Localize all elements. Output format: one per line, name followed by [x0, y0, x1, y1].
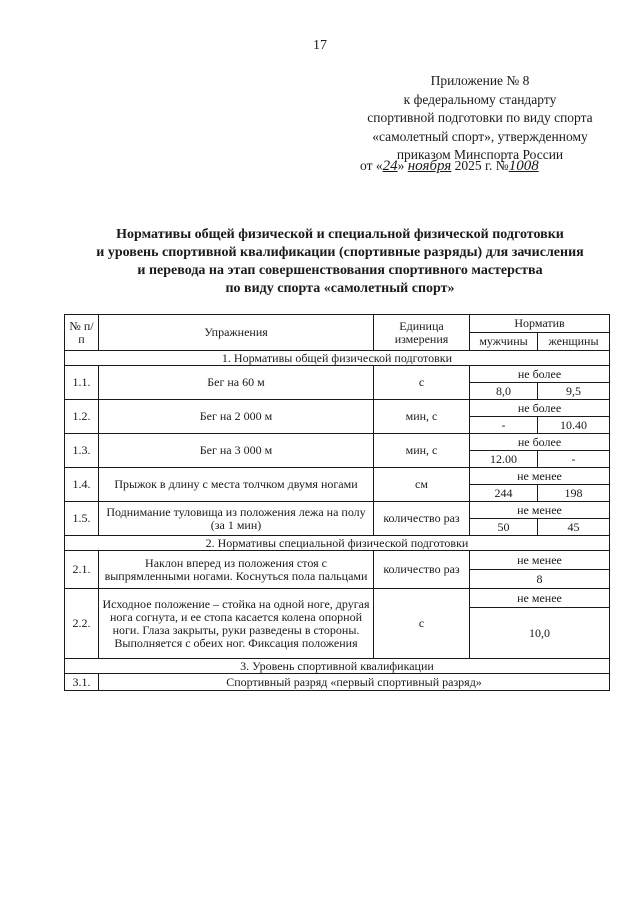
row-exercise: Поднимание туловища из положения лежа на полу (за 1 мин): [99, 502, 374, 536]
page-number: 17: [313, 38, 327, 53]
header-women: женщины: [538, 333, 610, 351]
section-title: 3. Уровень спортивной квалификации: [65, 659, 610, 674]
row-limit: не менее: [470, 468, 610, 485]
row-no: 2.1.: [65, 551, 99, 589]
section-row: [65, 351, 610, 366]
row-men: -: [470, 417, 538, 434]
row-no: 2.2.: [65, 589, 99, 659]
order-number: 1008: [508, 158, 539, 174]
table-row: [65, 502, 610, 519]
row-exercise: Наклон вперед из положения стоя с выпрямленными ногами. Коснуться пола пальцами: [99, 551, 374, 589]
section-row: [65, 659, 610, 674]
title-line: и перевода на этап совершенствования спортивного мастерства: [137, 263, 543, 278]
row-men: 8,0: [470, 383, 538, 400]
row-women: 9,5: [538, 383, 610, 400]
appendix-line: спортивной подготовки по виду спорта: [367, 110, 593, 125]
row-limit: не более: [470, 366, 610, 383]
row-value: 8: [470, 570, 610, 589]
row-unit: количество раз: [374, 502, 470, 536]
appendix-line: к федеральному стандарту: [403, 91, 557, 107]
row-exercise: Бег на 2 000 м: [99, 400, 374, 434]
appendix-block: [340, 72, 620, 165]
row-limit: не более: [470, 434, 610, 451]
row-women: 10.40: [538, 417, 610, 434]
row-women: 198: [538, 485, 610, 502]
table-row: [65, 468, 610, 485]
header-no: № п/п: [65, 315, 99, 351]
row-no: 1.1.: [65, 366, 99, 400]
table-row: [65, 434, 610, 451]
row-no: 1.2.: [65, 400, 99, 434]
header-norm: Норматив: [470, 315, 610, 333]
section-row: [65, 536, 610, 551]
row-value: 10,0: [470, 608, 610, 659]
row-no: 1.4.: [65, 468, 99, 502]
row-exercise: Бег на 60 м: [99, 366, 374, 400]
row-men: 50: [470, 519, 538, 536]
header-row: [65, 315, 610, 333]
date-year: 2025 г. №: [454, 158, 509, 173]
header-unit: Единица измерения: [374, 315, 470, 351]
row-men: 244: [470, 485, 538, 502]
table-row: [65, 589, 610, 608]
row-limit: не менее: [470, 502, 610, 519]
date-mid: »: [397, 158, 405, 173]
row-exercise: Прыжок в длину с места толчком двумя ногами: [99, 468, 374, 502]
date-month: ноября: [407, 158, 452, 174]
row-limit: не более: [470, 400, 610, 417]
table-row: [65, 674, 610, 691]
row-unit: мин, с: [374, 400, 470, 434]
date-day: 24: [382, 158, 398, 174]
row-no: 3.1.: [65, 674, 99, 691]
row-limit: не менее: [470, 551, 610, 570]
title-line: Нормативы общей физической и специальной физической подготовки: [116, 227, 564, 242]
document-title: [40, 226, 640, 298]
appendix-line: Приложение № 8: [430, 73, 530, 88]
standards-table: [64, 314, 610, 691]
appendix-line: приказом Минспорта России: [396, 147, 564, 162]
row-unit: см: [374, 468, 470, 502]
row-exercise: Бег на 3 000 м: [99, 434, 374, 468]
table-row: [65, 551, 610, 570]
date-prefix: от «: [360, 158, 383, 173]
row-no: 1.5.: [65, 502, 99, 536]
title-line: и уровень спортивной квалификации (спортивные разряды) для зачисления: [96, 245, 584, 260]
title-line: по виду спорта «самолетный спорт»: [225, 281, 455, 296]
row-women: 45: [538, 519, 610, 536]
row-unit: с: [374, 589, 470, 659]
row-men: 12.00: [470, 451, 538, 468]
order-date-line: [360, 158, 640, 175]
row-women: -: [538, 451, 610, 468]
row-exercise: Спортивный разряд «первый спортивный разряд»: [99, 674, 610, 691]
section-title: 1. Нормативы общей физической подготовки: [65, 351, 610, 366]
row-unit: мин, с: [374, 434, 470, 468]
header-men: мужчины: [470, 333, 538, 351]
row-exercise: Исходное положение – стойка на одной ноге, другая нога согнута, и ее стопа касается колена опорной ноги. Глаза закрыты, руки разведены в стороны. Выполняется с обеих ног. Фиксация положения: [99, 589, 374, 659]
row-no: 1.3.: [65, 434, 99, 468]
row-unit: количество раз: [374, 551, 470, 589]
appendix-line: «самолетный спорт», утвержденному: [372, 128, 588, 144]
table-row: [65, 366, 610, 383]
header-exercise: Упражнения: [99, 315, 374, 351]
row-unit: с: [374, 366, 470, 400]
row-limit: не менее: [470, 589, 610, 608]
table-row: [65, 400, 610, 417]
section-title: 2. Нормативы специальной физической подготовки: [65, 536, 610, 551]
